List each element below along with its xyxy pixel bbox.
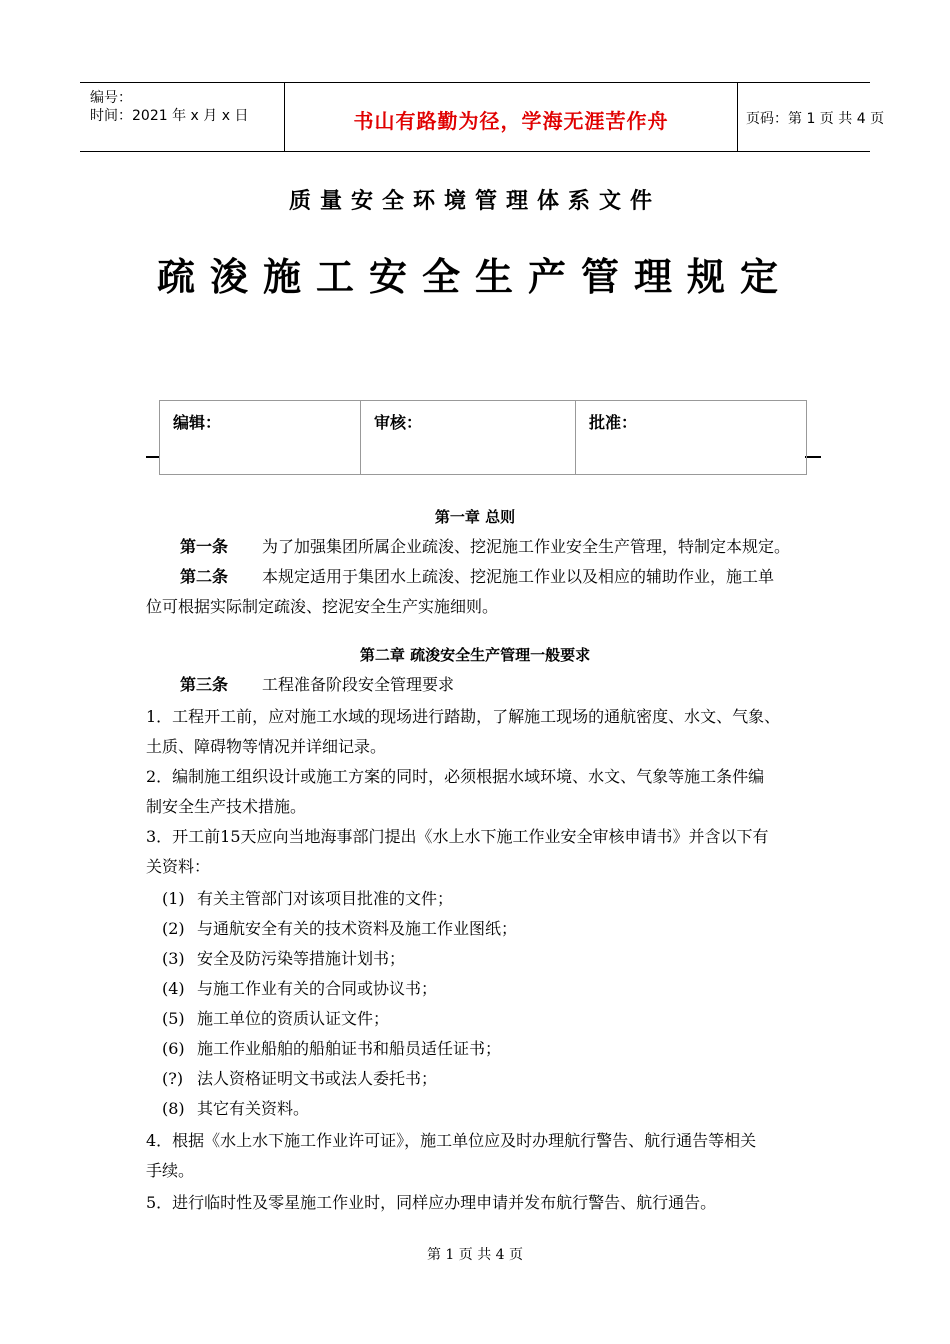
signoff-table xyxy=(159,400,807,475)
system-title: 质量安全环境管理体系文件 xyxy=(288,188,661,214)
article-2 xyxy=(146,562,822,592)
sub-list-number: (6) xyxy=(162,1039,185,1058)
page-title: 疏浚施工安全生产管理规定 xyxy=(156,255,793,299)
document-time-label: 时间：2021 年 x 月 x 日 xyxy=(90,108,249,124)
sub-list-number: (3) xyxy=(162,949,185,968)
chapter-heading: 第一章 总则 xyxy=(434,508,516,526)
chapter-heading: 第二章 疏浚安全生产管理一般要求 xyxy=(359,646,591,664)
sub-list-text: 施工单位的资质认证文件； xyxy=(197,1009,390,1028)
list-item-1-line-2: 土质、障碍物等情况并详细记录。 xyxy=(146,737,387,756)
signoff-editor-cell[interactable] xyxy=(160,401,360,474)
document-header xyxy=(80,82,885,152)
article-1-label: 第一条 xyxy=(180,537,229,556)
sub-list-number: (5) xyxy=(162,1009,185,1028)
page-footer: 第 1 页 共 4 页 xyxy=(426,1247,524,1263)
article-3 xyxy=(146,670,822,700)
article-1-text: 为了加强集团所属企业疏浚、挖泥施工作业安全生产管理，特制定本规定。 xyxy=(262,537,791,556)
sub-list-item xyxy=(162,1004,389,1034)
header-page-cell xyxy=(736,83,885,151)
sub-list-text: 法人资格证明文书或法人委托书； xyxy=(197,1069,438,1088)
sub-list-number: (2) xyxy=(162,919,185,938)
header-motto-cell xyxy=(284,83,738,151)
sub-list-item xyxy=(162,1034,501,1064)
article-2-label: 第二条 xyxy=(180,567,229,586)
signoff-reviewer-cell[interactable] xyxy=(360,401,576,474)
sub-list-text: 与施工作业有关的合同或协议书； xyxy=(197,979,438,998)
sub-list-number: (4) xyxy=(162,979,185,998)
article-2-continuation: 位可根据实际制定疏浚、挖泥安全生产实施细则。 xyxy=(146,597,499,616)
sub-list-item xyxy=(162,944,405,974)
signoff-right-rule xyxy=(805,456,821,458)
sub-list-text: 与通航安全有关的技术资料及施工作业图纸； xyxy=(197,919,518,938)
sub-list-text: 安全及防污染等措施计划书； xyxy=(197,949,406,968)
list-item-3-line-2: 关资料： xyxy=(146,857,211,876)
sub-list-text: 施工作业船舶的船舶证书和船员适任证书； xyxy=(197,1039,502,1058)
sub-list-item xyxy=(162,974,437,1004)
sub-list-item xyxy=(162,884,453,914)
article-3-label: 第三条 xyxy=(180,675,229,694)
header-meta-cell xyxy=(80,83,284,151)
list-item-4-line-1: 4．根据《水上水下施工作业许可证》，施工单位应及时办理航行警告、航行通告等相关 xyxy=(146,1131,757,1150)
document-number-label: 编号： xyxy=(90,90,132,106)
sub-list-item xyxy=(162,1094,309,1124)
article-2-text: 本规定适用于集团水上疏浚、挖泥施工作业以及相应的辅助作业，施工单 xyxy=(262,567,775,586)
sub-list-number: (8) xyxy=(162,1099,185,1118)
list-item-2-line-2: 制安全生产技术措施。 xyxy=(146,797,307,816)
header-motto: 书山有路勤为径，学海无涯苦作舟 xyxy=(353,109,669,133)
signoff-editor-label: 编辑： xyxy=(173,413,222,432)
sub-list-number: (1) xyxy=(162,889,185,908)
sub-list-number: (?) xyxy=(162,1069,184,1088)
sub-list-item xyxy=(162,914,517,944)
signoff-reviewer-label: 审核： xyxy=(374,413,423,432)
signoff-left-rule xyxy=(146,456,160,458)
signoff-approver-cell[interactable] xyxy=(575,401,807,474)
signoff-approver-label: 批准： xyxy=(589,413,638,432)
article-3-text: 工程准备阶段安全管理要求 xyxy=(262,675,455,694)
sub-list-text: 有关主管部门对该项目批准的文件； xyxy=(197,889,454,908)
sub-list-item xyxy=(162,1064,437,1094)
list-item-3-line-1: 3．开工前15天应向当地海事部门提出《水上水下施工作业安全审核申请书》并含以下有 xyxy=(146,827,769,846)
list-item-5-line-1: 5．进行临时性及零星施工作业时，同样应办理申请并发布航行警告、航行通告。 xyxy=(146,1193,717,1212)
list-item-2-line-1: 2．编制施工组织设计或施工方案的同时，必须根据水域环境、水文、气象等施工条件编 xyxy=(146,767,765,786)
sub-list-text: 其它有关资料。 xyxy=(197,1099,310,1118)
header-page-label: 页码：第 1 页 共 4 页 xyxy=(746,111,885,127)
list-item-1-line-1: 1．工程开工前，应对施工水域的现场进行踏勘，了解施工现场的通航密度、水文、气象、 xyxy=(146,707,781,726)
article-1 xyxy=(146,532,822,562)
list-item-4-line-2: 手续。 xyxy=(146,1161,195,1180)
